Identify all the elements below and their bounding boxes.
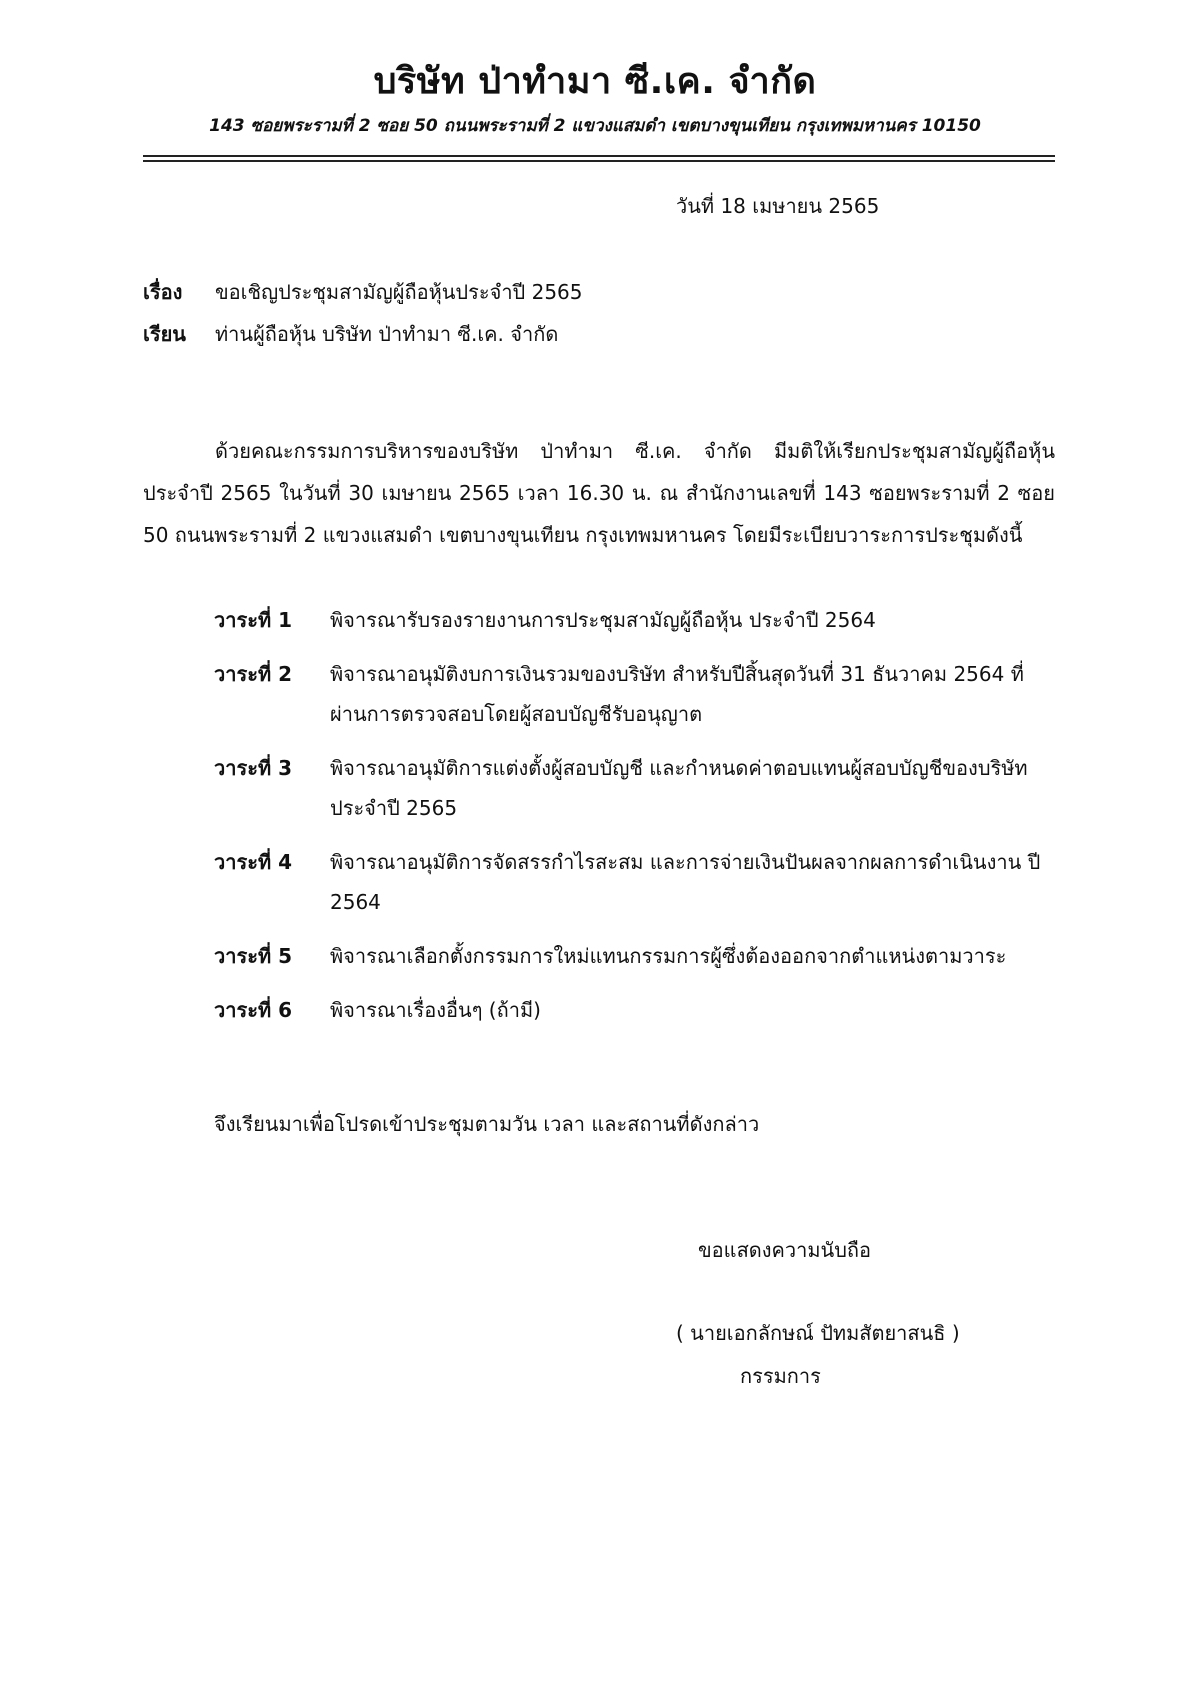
agenda-text: พิจารณาอนุมัติการแต่งตั้งผู้สอบบัญชี และกำหนดค่าตอบแทนผู้สอบบัญชีของบริษัท ประจำปี 2565	[330, 756, 1028, 820]
agenda-number: วาระที่ 6	[214, 998, 293, 1022]
signatory-name: ( นายเอกลักษณ์ ปัทมสัตยาสนธิ )	[676, 1321, 960, 1345]
closing-sentence: จึงเรียนมาเพื่อโปรดเข้าประชุมตามวัน เวลา และสถานที่ดังกล่าว	[214, 1112, 760, 1136]
subject-text: ขอเชิญประชุมสามัญผู้ถือหุ้นประจำปี 2565	[215, 280, 583, 304]
recipient-line	[143, 318, 558, 350]
header-divider-top	[143, 155, 1055, 157]
recipient-label: เรียน	[143, 322, 186, 346]
agenda-number: วาระที่ 3	[214, 756, 293, 780]
signature-regards: ขอแสดงความนับถือ	[698, 1238, 872, 1262]
subject-label: เรื่อง	[143, 280, 183, 304]
agenda-item	[214, 842, 1055, 922]
company-name: บริษัท ป่าทำมา ซี.เค. จำกัด	[373, 61, 817, 102]
agenda-text: พิจารณาอนุมัติงบการเงินรวมของบริษัท สำหรับปีสิ้นสุดวันที่ 31 ธันวาคม 2564 ที่ผ่านการตรวจสอบโดยผู้สอบบัญชีรับอนุญาต	[330, 662, 1024, 726]
agenda-item	[214, 936, 1055, 976]
agenda-number: วาระที่ 5	[214, 944, 293, 968]
agenda-number: วาระที่ 2	[214, 662, 293, 686]
company-address: 143 ซอยพระรามที่ 2 ซอย 50 ถนนพระรามที่ 2 แขวงแสมดำ เขตบางขุนเทียน กรุงเทพมหานคร 10150	[209, 116, 981, 136]
recipient-text: ท่านผู้ถือหุ้น บริษัท ป่าทำมา ซี.เค. จำกัด	[215, 322, 559, 346]
agenda-number: วาระที่ 4	[214, 850, 293, 874]
agenda-item	[214, 990, 1055, 1030]
letter-date: วันที่ 18 เมษายน 2565	[676, 194, 880, 218]
agenda-list	[214, 600, 1055, 1044]
agenda-item	[214, 600, 1055, 640]
agenda-text: พิจารณารับรองรายงานการประชุมสามัญผู้ถือหุ้น ประจำปี 2564	[330, 608, 876, 632]
agenda-text: พิจารณาเรื่องอื่นๆ (ถ้ามี)	[330, 998, 541, 1022]
signatory-title: กรรมการ	[740, 1364, 821, 1388]
agenda-text: พิจารณาเลือกตั้งกรรมการใหม่แทนกรรมการผู้ซึ่งต้องออกจากตำแหน่งตามวาระ	[330, 944, 1007, 968]
agenda-number: วาระที่ 1	[214, 608, 293, 632]
agenda-item	[214, 748, 1055, 828]
body-paragraph: ด้วยคณะกรรมการบริหารของบริษัท ป่าทำมา ซี.เค. จำกัด มีมติให้เรียกประชุมสามัญผู้ถือหุ้น ประจำปี 2565 ในวันที่ 30 เมษายน 2565 เวลา 16.30 น. ณ สำนักงานเลขที่ 143 ซอยพระรามที่ 2 ซอย 50 ถนนพระรามที่ 2 แขวงแสมดำ เขตบางขุนเทียน กรุงเทพมหานคร โดยมีระเบียบวาระการประชุมดังนี้	[143, 439, 1055, 547]
agenda-item	[214, 654, 1055, 734]
subject-line	[143, 276, 583, 308]
agenda-text: พิจารณาอนุมัติการจัดสรรกำไรสะสม และการจ่ายเงินปันผลจากผลการดำเนินงาน ปี 2564	[330, 850, 1041, 914]
header-divider-bottom	[143, 160, 1055, 162]
